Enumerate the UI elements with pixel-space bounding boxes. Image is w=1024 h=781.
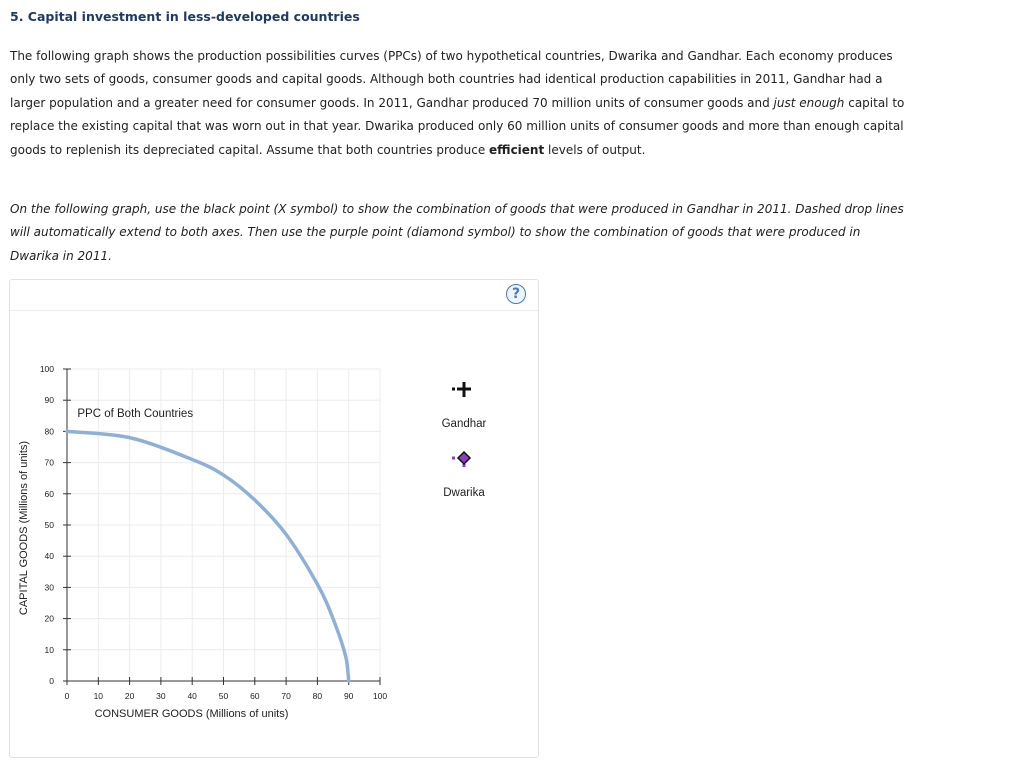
paragraph-text-3: levels of output. (544, 142, 646, 157)
x-tick-label: 20 (124, 691, 135, 701)
x-tick-label: 80 (312, 691, 323, 701)
paragraph-emphasis: just enough (773, 95, 845, 110)
drop-line-hint-icon (452, 457, 455, 460)
drop-line-hint-icon (452, 388, 455, 391)
y-tick-label: 20 (44, 613, 54, 624)
x-tick-label: 50 (218, 691, 229, 701)
x-tick-label: 70 (281, 691, 291, 701)
paragraph-text-1: The following graph shows the production possibilities curves (PPCs) of two hypothetical countries, Dwarika and Gandhar. Each economy produces only two sets of goods, consumer goods and capital goods. Although both countries had identical production capabilities in 2011, Gandhar had a larger population and a greater need for consumer goods. In 2011, Gandhar produced 70 million units of consumer goods and (10, 49, 893, 110)
x-tick-label: 10 (93, 691, 104, 701)
ppc-label: PPC of Both Countries (77, 408, 194, 421)
y-axis-title: CAPITAL GOODS (Millions of units) (18, 440, 30, 616)
y-tick-label: 50 (44, 520, 54, 530)
y-tick-label: 80 (44, 426, 54, 437)
y-tick-label: 90 (44, 395, 54, 406)
question-title: 5. Capital investment in less-developed countries (10, 9, 360, 24)
paragraph-strong: efficient (489, 142, 545, 157)
gandhar-tool[interactable] (442, 382, 487, 430)
instructions-paragraph: On the following graph, use the black point (X symbol) to show the combination of goods that were produced in Gandhar in 2011. Dashed drop lines will automatically extend to both axes. Then use the purple point (diamond symbol) to show the combination of goods that were produced in Dwarika in 2011. (10, 202, 904, 263)
y-tick-label: 100 (39, 364, 54, 374)
diamond-symbol-icon (458, 452, 470, 464)
y-tick-label: 40 (44, 551, 54, 562)
y-tick-label: 60 (44, 488, 54, 499)
y-tick-label: 70 (44, 457, 54, 468)
y-tick-label: 10 (44, 644, 54, 655)
help-button[interactable]: ? (506, 284, 526, 304)
cross-symbol-icon (457, 388, 471, 391)
x-tick-label: 100 (372, 691, 388, 701)
paragraph-text-2: capital to replace the existing capital that was worn out in that year. Dwarika produced only 60 million units of consumer goods and more than enough capital goods to replenish its depreciated capital. Assume that both countries produce (10, 95, 905, 157)
x-axis-title: CONSUMER GOODS (Millions of units) (94, 708, 289, 720)
y-tick-label: 0 (49, 676, 54, 686)
y-tick-label: 30 (44, 582, 54, 593)
dwarika-tool[interactable] (443, 452, 485, 499)
x-tick-label: 60 (250, 691, 260, 701)
x-tick-label: 0 (64, 691, 70, 701)
gandhar-label: Gandhar (441, 418, 487, 430)
dwarika-label: Dwarika (443, 487, 485, 499)
x-tick-label: 40 (187, 691, 197, 701)
x-tick-label: 30 (156, 691, 166, 701)
x-tick-label: 90 (343, 691, 354, 701)
